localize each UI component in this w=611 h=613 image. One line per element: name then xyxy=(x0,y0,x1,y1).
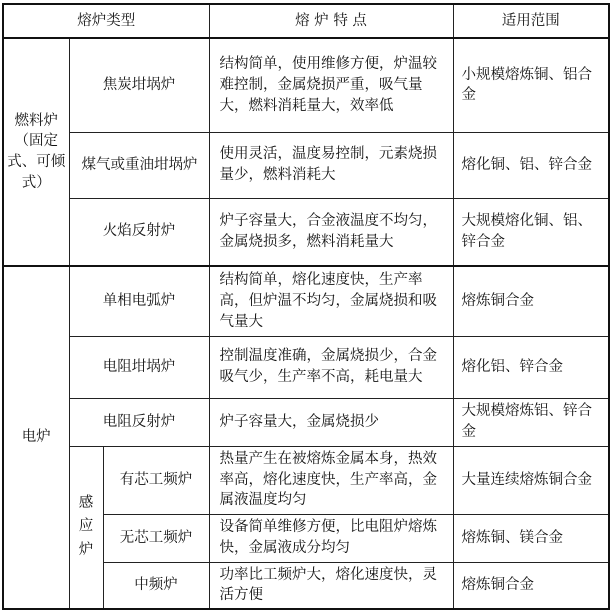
furnace-name: 有芯工频炉 xyxy=(103,446,209,514)
header-type: 熔炉类型 xyxy=(3,4,209,38)
furnace-name: 单相电弧炉 xyxy=(69,266,209,336)
furnace-scope: 大规模熔炼铝、锌合金 xyxy=(453,398,609,446)
furnace-features: 炉子容量大，金属烧损少 xyxy=(209,398,453,446)
furnace-scope: 大规模熔化铜、铝、锌合金 xyxy=(453,198,609,266)
furnace-features: 控制温度准确，金属烧损少，合金吸气少，生产率不高，耗电量大 xyxy=(209,336,453,398)
furnace-name: 电阻坩埚炉 xyxy=(69,336,209,398)
header-features: 熔 炉 特 点 xyxy=(209,4,453,38)
table-row xyxy=(3,446,609,514)
header-scope: 适用范围 xyxy=(453,4,609,38)
table-row xyxy=(3,398,609,446)
furnace-scope: 熔炼铜合金 xyxy=(453,562,609,609)
furnace-scope: 熔炼铜、镁合金 xyxy=(453,514,609,562)
category-induction xyxy=(69,446,103,609)
table-row xyxy=(3,198,609,266)
furnace-scope: 小规模熔炼铜、铝合金 xyxy=(453,38,609,132)
furnace-scope: 熔化铜、铝、锌合金 xyxy=(453,132,609,198)
furnace-features: 结构简单，使用维修方便，炉温较难控制，金属烧损严重，吸气量大，燃料消耗量大，效率低 xyxy=(209,38,453,132)
induction-label: 感应炉 xyxy=(78,495,94,558)
furnace-scope: 熔化铝、锌合金 xyxy=(453,336,609,398)
furnace-name: 焦炭坩埚炉 xyxy=(69,38,209,132)
table-row xyxy=(3,336,609,398)
furnace-features: 设备简单维修方便，比电阻炉熔炼快，金属液成分均匀 xyxy=(209,514,453,562)
furnace-name: 煤气或重油坩埚炉 xyxy=(69,132,209,198)
category-fuel: 燃料炉（固定式、可倾式） xyxy=(3,38,69,266)
furnace-scope: 熔炼铜合金 xyxy=(453,266,609,336)
furnace-scope: 大量连续熔炼铜合金 xyxy=(453,446,609,514)
header-row xyxy=(3,4,609,38)
category-electric: 电炉 xyxy=(3,266,69,609)
furnace-features: 结构简单，熔化速度快，生产率高，但炉温不均匀，金属烧损和吸气量大 xyxy=(209,266,453,336)
furnace-features: 功率比工频炉大，熔化速度快，灵活方便 xyxy=(209,562,453,609)
furnace-table xyxy=(2,3,610,610)
furnace-features: 炉子容量大，合金液温度不均匀，金属烧损多，燃料消耗量大 xyxy=(209,198,453,266)
furnace-name: 无芯工频炉 xyxy=(103,514,209,562)
table-row xyxy=(3,132,609,198)
furnace-name: 中频炉 xyxy=(103,562,209,609)
furnace-name: 电阻反射炉 xyxy=(69,398,209,446)
furnace-name: 火焰反射炉 xyxy=(69,198,209,266)
table-row xyxy=(3,38,609,132)
furnace-features: 热量产生在被熔炼金属本身，热效率高，熔化速度快，生产率高，金属液温度均匀 xyxy=(209,446,453,514)
furnace-features: 使用灵活，温度易控制，元素烧损量少，燃料消耗大 xyxy=(209,132,453,198)
table-row xyxy=(3,266,609,336)
